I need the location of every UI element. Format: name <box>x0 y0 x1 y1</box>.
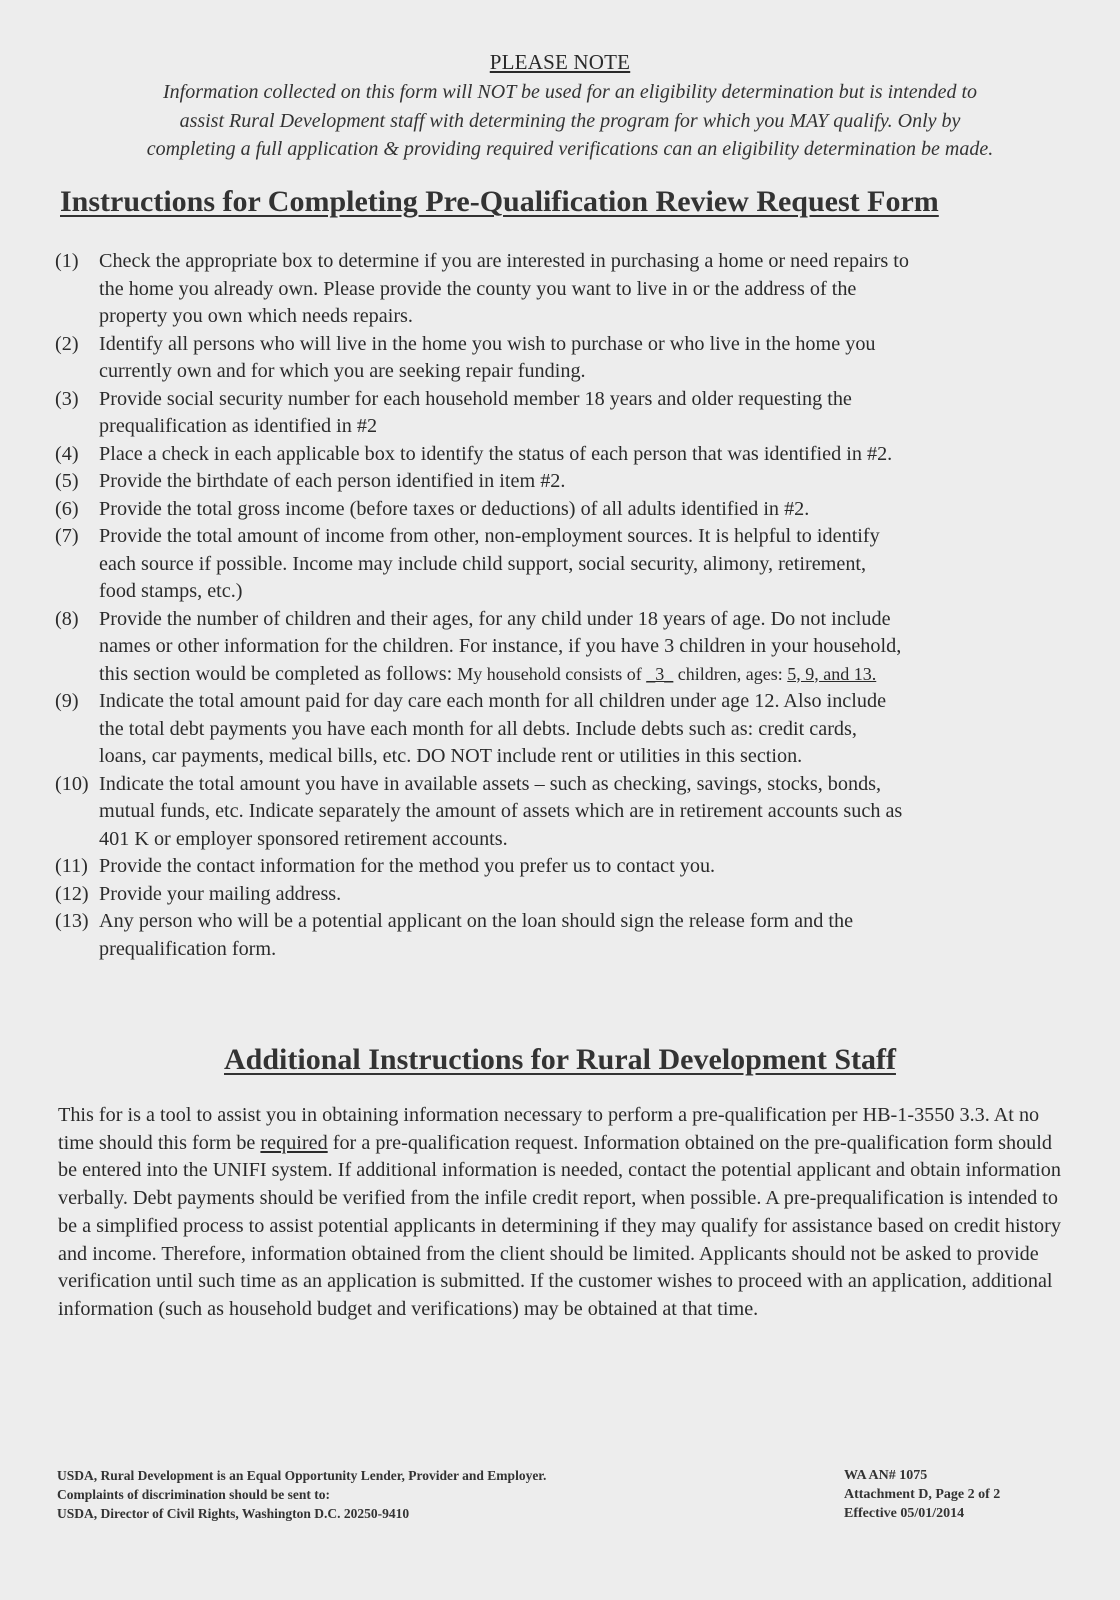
instruction-item-5 <box>55 468 1070 496</box>
footer-line: WA AN# 1075 <box>844 1468 928 1483</box>
footer-line: USDA, Director of Civil Rights, Washington D.C. 20250-9410 <box>57 1506 410 1521</box>
item-line: the total debt payments you have each month for all debts. Include debts such as: credit cards, <box>99 717 857 740</box>
item-number: (8) <box>55 607 79 630</box>
instruction-item-7 <box>55 523 1070 606</box>
instruction-item-11 <box>55 853 1070 881</box>
item-number: (7) <box>55 525 79 547</box>
please-note-body <box>55 78 1085 164</box>
footer-equal-opportunity <box>57 1466 546 1523</box>
item-number: (11) <box>55 855 88 877</box>
item-line: food stamps, etc.) <box>99 580 243 602</box>
item-line: Provide the number of children and their ages, for any child under 18 years of age. Do not include <box>99 607 891 630</box>
item-number: (1) <box>55 250 79 272</box>
item-line: currently own and for which you are seeking repair funding. <box>99 360 586 382</box>
item-line: Indicate the total amount paid for day care each month for all children under age 12. Also include <box>99 690 887 712</box>
item-number: (9) <box>55 690 79 712</box>
staff-instructions-title: Additional Instructions for Rural Development Staff <box>224 1043 896 1076</box>
item-line: Provide the total gross income (before taxes or deductions) of all adults identified in #2. <box>99 497 810 520</box>
item-line: loans, car payments, medical bills, etc. DO NOT include rent or utilities in this section. <box>99 745 803 767</box>
item-line: names or other information for the children. For instance, if you have 3 children in your household, <box>99 635 902 657</box>
note-line: Information collected on this form will NOT be used for an eligibility determination but is intended to <box>162 81 978 103</box>
footer-document-id <box>844 1466 1000 1523</box>
item-line: property you own which needs repairs. <box>99 305 413 327</box>
item-number: (10) <box>55 772 89 795</box>
instructions-title: Instructions for Completing Pre-Qualification Review Request Form <box>60 185 939 218</box>
please-note-heading: PLEASE NOTE <box>489 50 631 74</box>
instruction-item-1 <box>55 248 1070 331</box>
item-line: prequalification as identified in #2 <box>99 415 378 437</box>
footer-line: Effective 05/01/2014 <box>844 1506 965 1521</box>
item-line: Provide your mailing address. <box>99 882 342 905</box>
item-number: (5) <box>55 470 79 492</box>
instruction-item-6 <box>55 496 1070 524</box>
footer-line: Attachment D, Page 2 of 2 <box>844 1487 1001 1502</box>
item-line: Provide the contact information for the method you prefer us to contact you. <box>99 855 716 877</box>
footer-line: USDA, Rural Development is an Equal Opportunity Lender, Provider and Employer. <box>57 1468 547 1483</box>
item-line: Check the appropriate box to determine if you are interested in purchasing a home or need repairs to <box>99 250 910 272</box>
paragraph-text: This for is a tool to assist you in obtaining information necessary to perform a pre-qualification per HB-1-3550 3.3. At no time should this form be <box>58 1104 1040 1154</box>
footer-line: Complaints of discrimination should be sent to: <box>57 1487 331 1502</box>
item-line: Place a check in each applicable box to identify the status of each person that was identified in #2. <box>99 442 893 465</box>
item-line: 401 K or employer sponsored retirement accounts. <box>99 827 508 850</box>
item-line: prequalification form. <box>99 937 277 960</box>
instruction-item-8 <box>55 606 1070 689</box>
item-line: Any person who will be a potential applicant on the loan should sign the release form and the <box>99 910 854 932</box>
example-middle: children, ages: <box>673 663 788 684</box>
instructions-list <box>55 248 1070 963</box>
paragraph-text: for a pre-qualification request. Information obtained on the pre-qualification form should be entered into the UNIFI system. If additional information is needed, contact the potential applicant and obtain information verbally. Debt payments should be verified from the infile credit report, when possible. A pre-prequalification is intended to be a simplified process to assist potential applicants in determining if they may qualify for assistance based on credit history and income. Therefore, information obtained from the client should be limited. Applicants should not be asked to provide verification until such time as an application is submitted. If the customer wishes to proceed with an application, additional information (such as household budget and verifications) may be obtained at that time. <box>58 1131 1061 1320</box>
item-number: (3) <box>55 387 79 410</box>
item-number: (4) <box>55 442 79 465</box>
item-line: Provide social security number for each household member 18 years and older requesting the <box>99 387 852 410</box>
example-prefix: this section would be completed as follows: <box>99 662 458 685</box>
instruction-item-12 <box>55 881 1070 909</box>
item-line: mutual funds, etc. Indicate separately the amount of assets which are in retirement accounts such as <box>99 800 903 822</box>
instruction-item-9 <box>55 688 1070 771</box>
instruction-item-3 <box>55 386 1070 441</box>
item-line: Identify all persons who will live in the home you wish to purchase or who live in the home you <box>99 332 876 355</box>
emphasis-required: required <box>260 1131 328 1154</box>
example-ages: 5, 9, and 13. <box>787 663 877 684</box>
staff-instructions-paragraph <box>58 1102 1068 1324</box>
item-number: (2) <box>55 332 79 355</box>
instruction-item-4 <box>55 441 1070 469</box>
example-sentence: My household consists of <box>457 663 647 684</box>
instruction-item-13 <box>55 908 1070 963</box>
item-number: (6) <box>55 497 79 520</box>
instruction-item-10 <box>55 771 1070 854</box>
item-line: Provide the birthdate of each person identified in item #2. <box>99 470 566 492</box>
item-line: Indicate the total amount you have in available assets – such as checking, savings, stocks, bonds, <box>99 772 882 795</box>
instruction-item-2 <box>55 331 1070 386</box>
item-line: the home you already own. Please provide the county you want to live in or the address of the <box>99 277 857 300</box>
note-line: completing a full application & providing required verifications can an eligibility determination be made. <box>146 138 994 160</box>
note-line: assist Rural Development staff with determining the program for which you MAY qualify. Only by <box>179 109 961 132</box>
example-count: _3_ <box>646 663 674 684</box>
item-number: (13) <box>55 910 89 932</box>
item-line: each source if possible. Income may include child support, social security, alimony, retirement, <box>99 552 867 575</box>
example-line <box>99 661 1070 689</box>
item-number: (12) <box>55 882 89 905</box>
item-line: Provide the total amount of income from other, non-employment sources. It is helpful to identify <box>99 525 880 547</box>
